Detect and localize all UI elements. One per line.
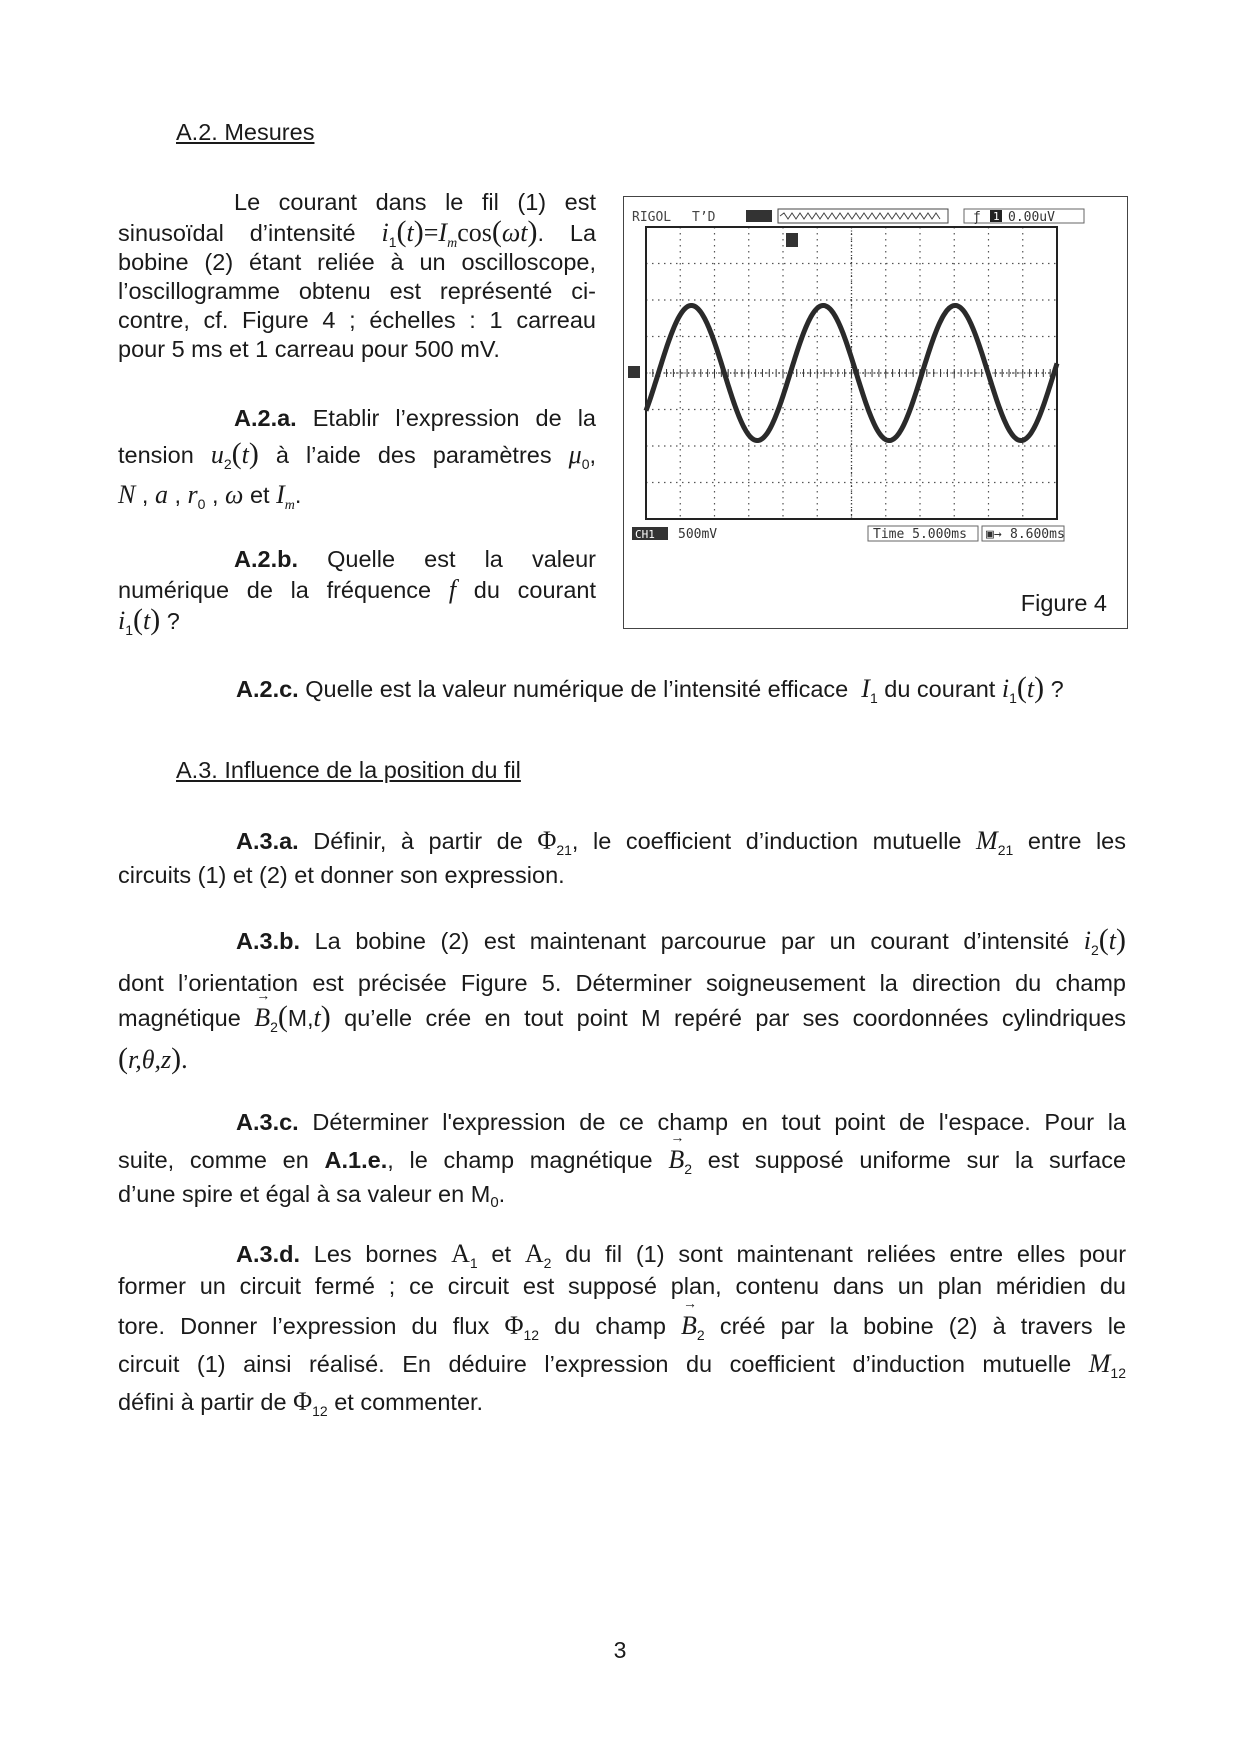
i1-expression: $i_1(t)=I_m\cos(\omega t)$ <box>381 215 538 251</box>
u2-symbol: $u_2(t)$ <box>210 437 259 472</box>
section-a2-title: A.2. Mesures <box>176 119 315 145</box>
question-a3c-text-4: est supposé uniforme sur la surface <box>707 1147 1127 1173</box>
channel-1-label: CH1 <box>635 528 655 541</box>
a2-symbol: $A_2$ <box>524 1239 552 1271</box>
figure-4-caption: Figure 4 <box>1020 589 1107 616</box>
question-a3b-text-4: qu’elle crée en tout point M repéré par ses coordonnées cylindriques <box>344 1005 1127 1031</box>
question-a3b-text-3: magnétique <box>118 1005 241 1031</box>
question-a3d-text-10: et commenter. <box>334 1389 484 1415</box>
question-a3b <box>118 925 1126 1076</box>
question-a3d-text-2: et <box>491 1241 512 1267</box>
question-a2c-text-3: ? <box>1050 676 1064 702</box>
oscilloscope-screen <box>628 201 1121 571</box>
question-a3d <box>118 1238 1126 1420</box>
question-a3c-text-3: , le champ magnétique <box>387 1147 653 1173</box>
intro-text-1: Le courant dans le fil (1) est <box>234 189 596 215</box>
i1-rms-symbol: $I_1$ <box>854 674 878 706</box>
question-a3d-text-8: circuit (1) ainsi réalisé. En déduire l’expression du coefficient d’induction mutuelle <box>118 1351 1072 1377</box>
f-symbol: f <box>448 575 457 604</box>
m21-symbol: $M_{21}$ <box>976 826 1014 858</box>
question-a2c <box>236 673 1126 707</box>
i1t-symbol: $i_1(t)$ <box>118 603 161 638</box>
question-a3c <box>118 1108 1126 1213</box>
figure-4-box <box>623 196 1128 629</box>
channel-1-ground-marker <box>628 366 640 378</box>
trigger-position-icon <box>786 233 798 247</box>
question-a3b-label: A.3.b. <box>236 928 300 954</box>
scope-grid <box>646 227 1057 519</box>
trigger-edge-icon: ƒ <box>973 210 981 225</box>
i1t-symbol-2: $i_1(t)$ <box>1001 671 1045 706</box>
question-a2b-text-3: du courant <box>473 577 597 603</box>
question-a2c-label: A.2.c. <box>236 676 299 702</box>
question-a3d-text-6: du champ <box>554 1313 666 1339</box>
b2-vector-symbol: → $B_2$ <box>668 1145 692 1174</box>
question-a3c-label: A.3.c. <box>236 1109 299 1135</box>
question-a3a-text-3: entre les <box>1027 828 1126 854</box>
params-symbols: N <box>118 480 136 509</box>
question-a3c-ref: A.1.e. <box>324 1147 388 1173</box>
intro-line-1 <box>118 188 596 217</box>
m12-symbol: $M_{12}$ <box>1088 1349 1126 1381</box>
question-a2a-text-3: à l’aide des paramètres <box>275 442 552 468</box>
phi12-symbol: $\Phi_{12}$ <box>504 1311 540 1343</box>
section-a3-title: A.3. Influence de la position du fil <box>176 757 521 783</box>
question-a2c-text-1: Quelle est la valeur numérique de l’intensité efficace <box>305 676 849 702</box>
question-a2a: A.2.a. Etablir l’expression de la tension $u_2(t)$ à l’aide des paramètres $\mu_0$, N , a , $r_0$ , ω et $I_m$. <box>118 405 597 513</box>
scope-run-indicator <box>746 210 772 222</box>
intro-text-3: . La <box>537 220 597 246</box>
question-a3a <box>118 825 1126 890</box>
question-a3a-label: A.3.a. <box>236 828 299 854</box>
question-a3b-text-2: dont l’orientation est précisée Figure 5. Déterminer soigneusement la direction du champ <box>118 970 1126 996</box>
intro-line-5: l’oscillogramme obtenu est représenté ci- <box>118 278 596 304</box>
question-a2a-text-2: tension <box>118 442 194 468</box>
intro-paragraph <box>118 188 596 364</box>
question-a3d-text-7: créé par la bobine (2) à travers le <box>719 1313 1127 1339</box>
question-a3d-text-3: du fil (1) sont maintenant reliées entre elles pour <box>565 1241 1127 1267</box>
question-a3d-text-5: tore. Donner l’expression du flux <box>118 1313 490 1339</box>
im-symbol: $I_m$ <box>276 480 295 513</box>
question-a3d-text-9: défini à partir de <box>118 1389 287 1415</box>
channel-1-scale: 500mV <box>678 527 718 542</box>
intro-line-6: contre, cf. Figure 4 ; échelles : 1 carreau <box>118 307 596 333</box>
trigger-value: 0.00uV <box>1008 210 1055 225</box>
question-a2b-label: A.2.b. <box>234 546 298 572</box>
mu0-symbol: $\mu_0$ <box>568 440 590 472</box>
trigger-channel: 1 <box>993 210 1000 223</box>
question-a2b-text-4: ? <box>166 608 180 634</box>
page-number: 3 <box>613 1637 627 1663</box>
b2mt-symbol: → $B_2(M,t)$ <box>254 1003 330 1032</box>
cylindrical-coords: (r,θ,z). <box>118 1042 188 1075</box>
i2t-symbol: $i_2(t)$ <box>1083 923 1127 958</box>
intro-line-7: pour 5 ms et 1 carreau pour 500 mV. <box>118 336 500 362</box>
question-a3d-text-4: former un circuit fermé ; ce circuit est supposé plan, contenu dans un plan méridien du <box>118 1273 1126 1299</box>
m0-subscript: 0 <box>490 1194 499 1211</box>
timebase-value: Time 5.000ms <box>873 527 967 542</box>
b2-vector-symbol-2: → $B_2$ <box>681 1311 705 1340</box>
a1-symbol: $A_1$ <box>451 1239 478 1271</box>
scope-brand: RIGOL <box>632 210 672 225</box>
question-a3b-text-1: La bobine (2) est maintenant parcourue par un courant d’intensité <box>314 928 1070 954</box>
question-a2b-text-1: Quelle est la valeur <box>327 546 596 572</box>
question-a2a-label: A.2.a. <box>234 405 297 431</box>
intro-line-4: bobine (2) étant reliée à un oscilloscope, <box>118 249 596 275</box>
question-a3d-text-1: Les bornes <box>313 1241 438 1267</box>
intro-line-2 <box>118 215 597 251</box>
question-a3c-text-2: suite, comme en <box>118 1147 309 1173</box>
scope-memory-wave <box>780 213 940 219</box>
phi21-symbol: $\Phi_{21}$ <box>537 826 572 858</box>
question-a3d-label: A.3.d. <box>236 1241 300 1267</box>
question-a2c-text-2: du courant <box>884 676 996 702</box>
question-a3a-text-1: Définir, à partir de <box>313 828 523 854</box>
delay-value: 8.600ms <box>1010 527 1065 542</box>
question-a3c-text-6: . <box>498 1181 506 1207</box>
question-a2b-text-2: numérique de la fréquence <box>118 577 432 603</box>
question-a2a-text-1: Etablir l’expression de la <box>312 405 596 431</box>
question-a2a-text-4: et <box>249 482 270 508</box>
phi12-symbol-2: $\Phi_{12}$ <box>293 1387 328 1419</box>
intro-text-2: sinusoïdal d’intensité <box>118 220 356 246</box>
question-a2b <box>118 545 596 637</box>
question-a3a-text-2: , le coefficient d’induction mutuelle <box>571 828 962 854</box>
question-a3a-text-4: circuits (1) et (2) et donner son expression. <box>118 862 565 888</box>
question-a3c-text-5: d’une spire et égal à sa valeur en M <box>118 1181 491 1207</box>
scope-mode: T’D <box>692 210 716 225</box>
question-a3c-text-1: Déterminer l'expression de ce champ en tout point de l'espace. Pour la <box>312 1109 1126 1135</box>
delay-arrow-icon: ▣→ <box>986 527 1002 542</box>
